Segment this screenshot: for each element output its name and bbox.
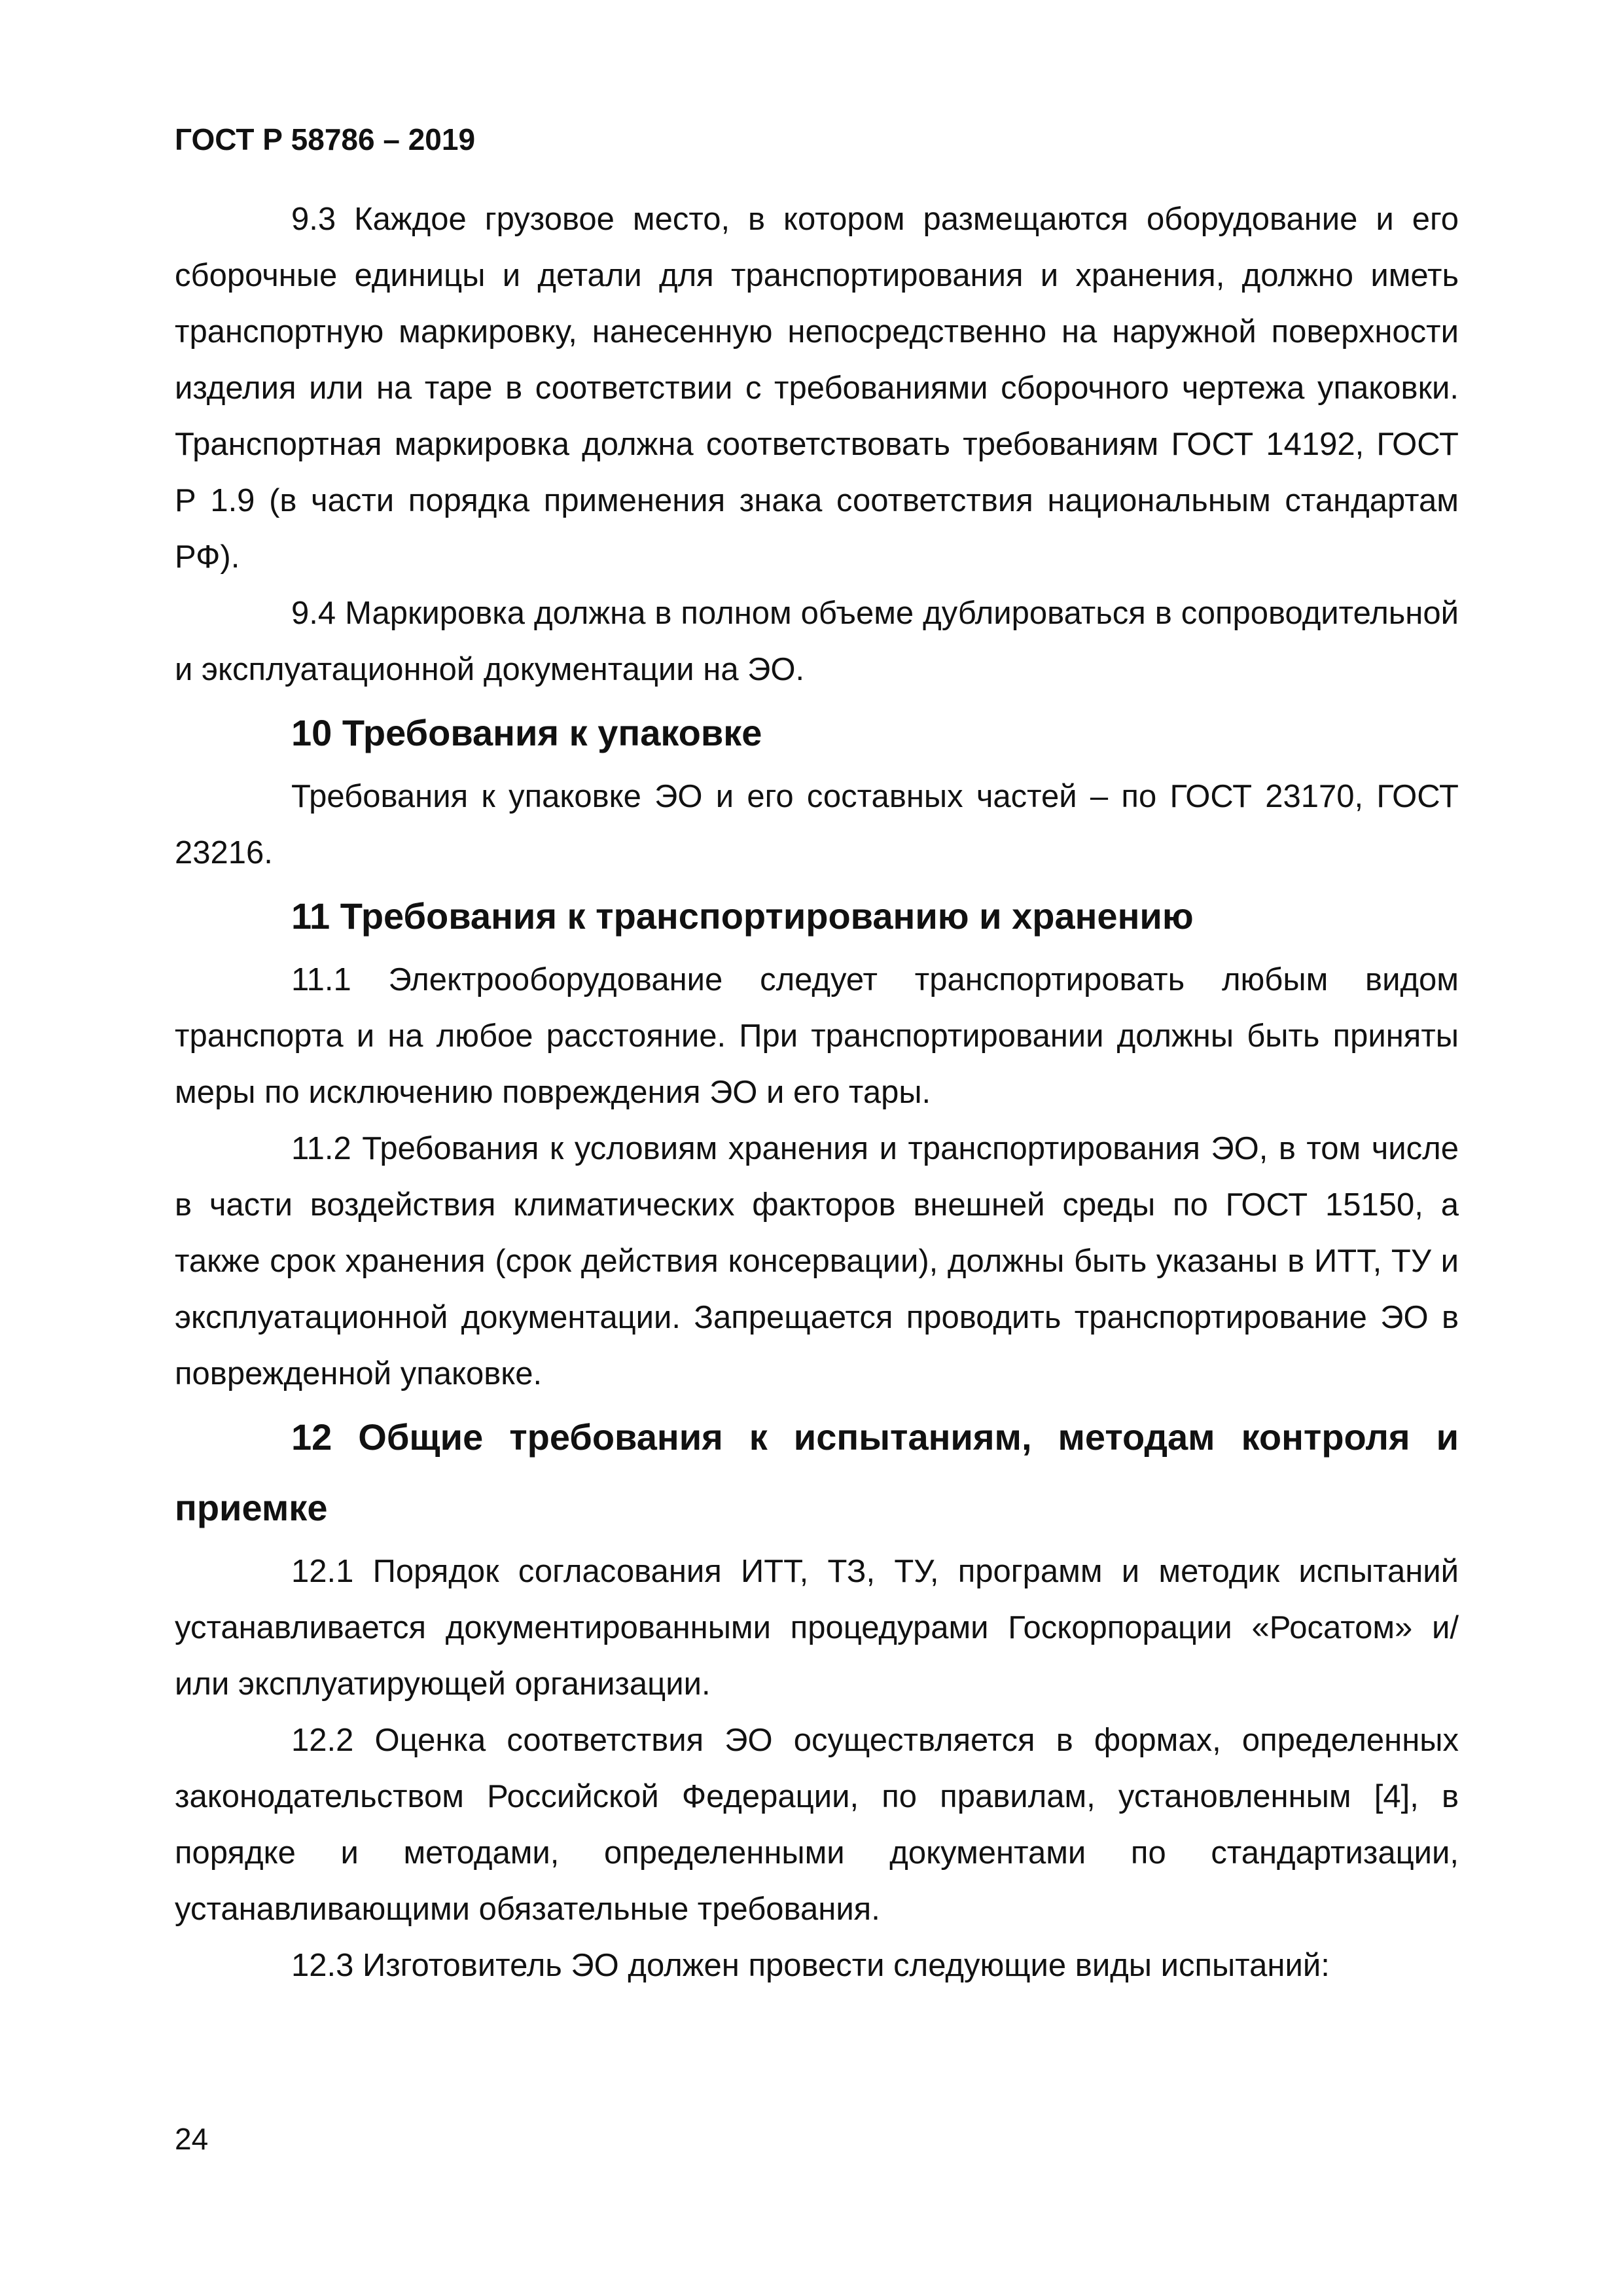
paragraph-12-2: 12.2 Оценка соответствия ЭО осуществляется в формах, определенных законодательством Российской Федерации, по правилам, установленным [4], в порядке и методами, определенными документами по стандартизации, устанавливающими обязательные требования. bbox=[175, 1723, 1459, 1927]
document-body bbox=[175, 191, 1459, 1994]
section-heading-12: 12 Общие требования к испытаниям, методам контроля и приемке bbox=[175, 1416, 1459, 1528]
paragraph-12-1: 12.1 Порядок согласования ИТТ, ТЗ, ТУ, программ и методик испытаний устанавливается документированными процедурами Госкорпорации «Росатом» и/или эксплуатирующей организации. bbox=[175, 1554, 1459, 1702]
paragraph-10: Требования к упаковке ЭО и его составных частей – по ГОСТ 23170, ГОСТ 23216. bbox=[175, 779, 1459, 870]
paragraph-11-2: 11.2 Требования к условиям хранения и транспортирования ЭО, в том числе в части воздействия климатических факторов внешней среды по ГОСТ 15150, а также срок хранения (срок действия консервации), должны быть указаны в ИТТ, ТУ и эксплуатационной документации. Запрещается проводить транспортирование ЭО в поврежденной упаковке. bbox=[175, 1131, 1459, 1391]
paragraph-9-4: 9.4 Маркировка должна в полном объеме дублироваться в сопроводительной и эксплуатационной документации на ЭО. bbox=[175, 596, 1459, 687]
paragraph-9-3: 9.3 Каждое грузовое место, в котором размещаются оборудование и его сборочные единицы и детали для транспортирования и хранения, должно иметь транспортную маркировку, нанесенную непосредственно на наружной поверхности изделия или на таре в соответствии с требованиями сборочного чертежа упаковки. Транспортная маркировка должна соответствовать требованиям ГОСТ 14192, ГОСТ Р 1.9 (в части порядка применения знака соответствия национальным стандартам РФ). bbox=[175, 202, 1459, 575]
paragraph-11-1: 11.1 Электрооборудование следует транспортировать любым видом транспорта и на любое расстояние. При транспортировании должны быть приняты меры по исключению повреждения ЭО и его тары. bbox=[175, 962, 1459, 1110]
paragraph-12-3: 12.3 Изготовитель ЭО должен провести следующие виды испытаний: bbox=[291, 1948, 1330, 1983]
section-heading-10: 10 Требования к упаковке bbox=[291, 712, 762, 753]
standard-designation: ГОСТ Р 58786 – 2019 bbox=[175, 122, 476, 156]
page-number: 24 bbox=[175, 2122, 209, 2156]
section-heading-11: 11 Требования к транспортированию и хранению bbox=[291, 895, 1194, 937]
